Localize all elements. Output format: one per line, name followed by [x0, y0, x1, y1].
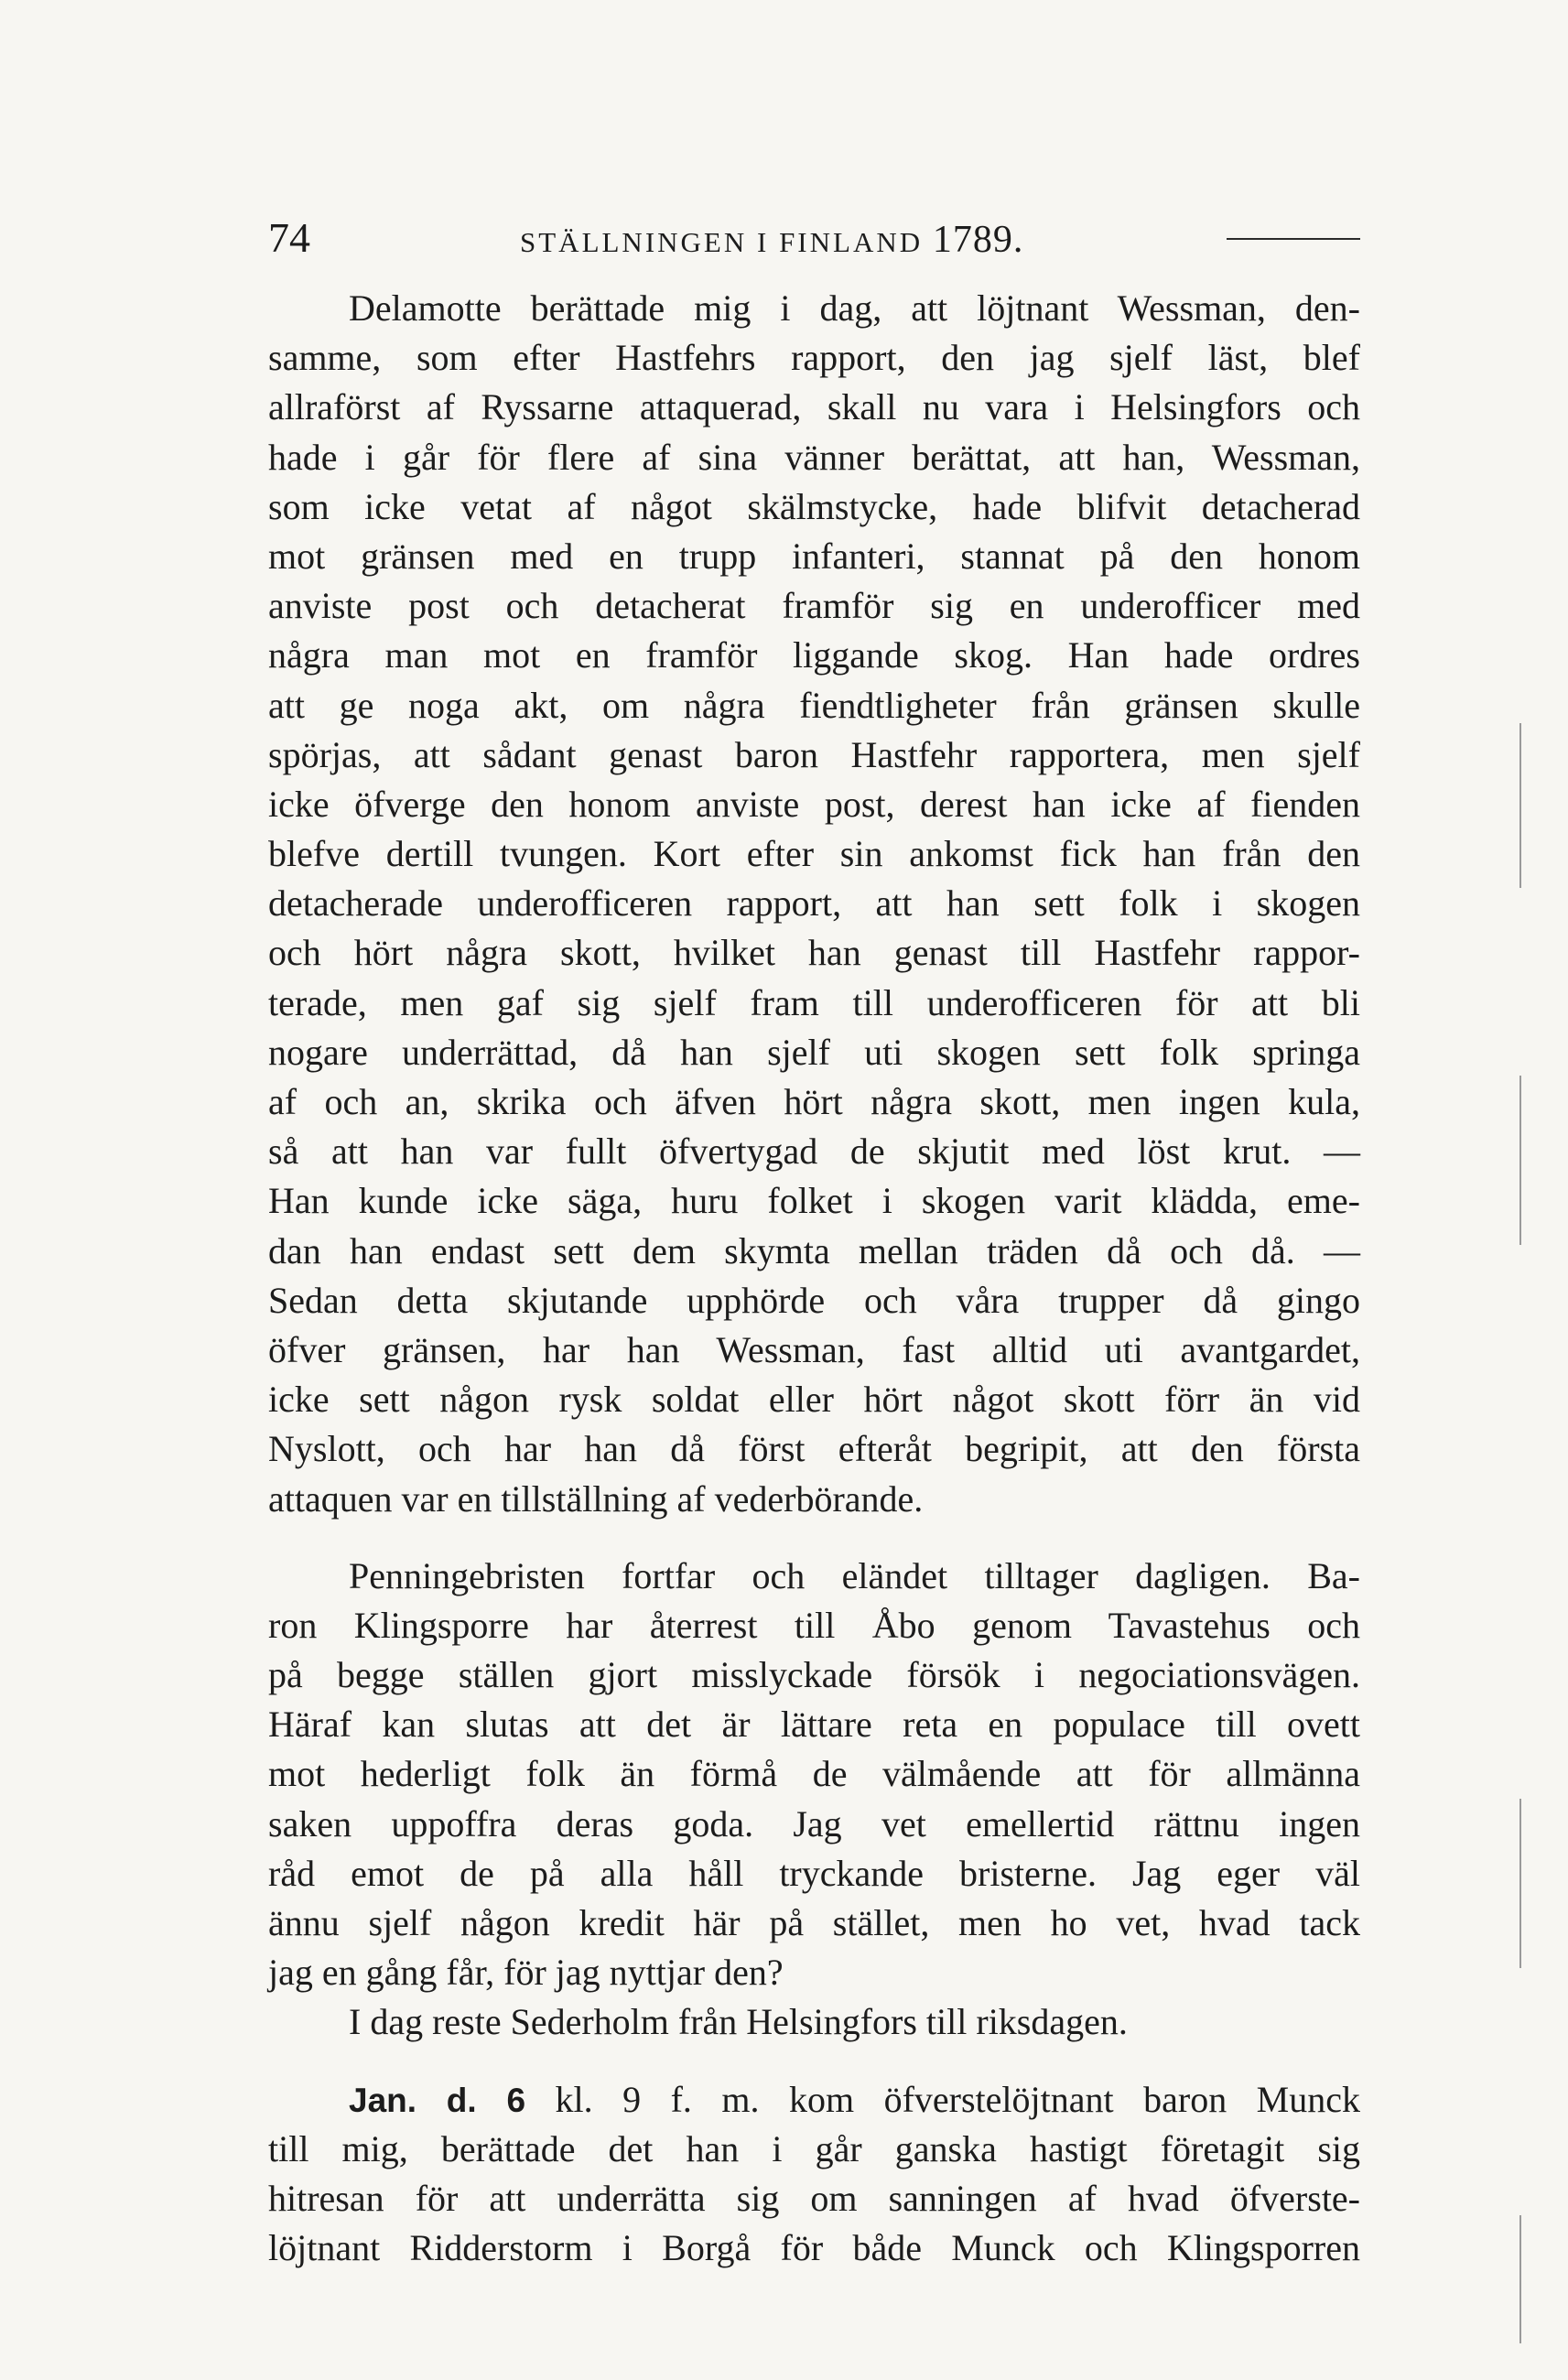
margin-mark [1519, 1076, 1521, 1245]
margin-mark [1519, 1799, 1521, 1968]
header-title [520, 220, 1023, 263]
text-line: råd emot de på alla håll tryckande bristerne. Jag eger väl [268, 1852, 1360, 1894]
text-line: samme, som efter Hastfehrs rapport, den jag sjelf läst, blef [268, 337, 1360, 379]
text-line: jag en gång får, för jag nyttjar den? [268, 1952, 784, 1994]
text-line: icke öfverge den honom anviste post, derest han icke af fienden [268, 783, 1360, 825]
text-line: några man mot en framför liggande skog. Han hade ordres [268, 634, 1360, 676]
date-label: Jan. d. 6 [349, 2081, 526, 2119]
text-line: Nyslott, och har han då först efteråt begripit, att den första [268, 1428, 1360, 1470]
page-number: 74 [268, 214, 310, 261]
body-text [268, 284, 1360, 2273]
text-line: terade, men gaf sig sjelf fram till underofficeren för att bli [268, 981, 1360, 1023]
text-line: af och an, skrika och äfven hört några skott, men ingen kula, [268, 1081, 1360, 1122]
paragraph-4 [268, 2075, 1360, 2274]
text-line: Delamotte berättade mig i dag, att löjtnant Wessman, den- [349, 287, 1360, 329]
text-line: allraförst af Ryssarne attaquerad, skall nu vara i Helsingfors och [268, 386, 1360, 428]
text-line: spörjas, att sådant genast baron Hastfehr rapportera, men sjelf [268, 733, 1360, 775]
text-line: öfver gränsen, har han Wessman, fast alltid uti avantgardet, [268, 1328, 1360, 1370]
text-line [268, 2075, 1360, 2125]
text-line: till mig, berättade det han i går ganska hastigt företagit sig [268, 2127, 1360, 2169]
text-line: som icke vetat af något skälmstycke, hade blifvit detacherad [268, 485, 1360, 527]
text-line: saken uppoffra deras goda. Jag vet emellertid rättnu ingen [268, 1802, 1360, 1844]
text-line: detacherade underofficeren rapport, att han sett folk i skogen [268, 882, 1360, 925]
running-head [268, 212, 1360, 267]
text-line: nogare underrättad, då han sjelf uti skogen sett folk springa [268, 1031, 1360, 1073]
text-line: hade i går för flere af sina vänner berättat, att han, Wessman, [268, 436, 1360, 478]
paragraph-gap [268, 1524, 1360, 1552]
margin-mark [1519, 2215, 1521, 2343]
text-line: på begge ställen gjort misslyckade försök i negociationsvägen. [268, 1654, 1360, 1696]
text-line: blefve dertill tvungen. Kort efter sin ankomst fick han från den [268, 833, 1360, 875]
text-line: Penningebristen fortfar och eländet tilltager dagligen. Ba- [349, 1554, 1360, 1596]
text-line: dan han endast sett dem skymta mellan träden då och då. — [268, 1229, 1360, 1271]
text-line: mot gränsen med en trupp infanteri, stannat på den honom [268, 535, 1360, 577]
paragraph-3 [268, 1997, 1360, 2047]
text-line: attaquen var en tillställning af vederbörande. [268, 1477, 924, 1520]
text-line: Sedan detta skjutande upphörde och våra trupper då gingo [268, 1279, 1360, 1321]
paragraph-2 [268, 1552, 1360, 1998]
paragraph-gap [268, 2048, 1360, 2075]
text-line: ron Klingsporre har återrest till Åbo genom Tavastehus och [268, 1604, 1360, 1646]
header-year: 1789. [932, 219, 1024, 261]
text-line: löjtnant Ridderstorm i Borgå för både Munck och Klingsporren [268, 2227, 1360, 2269]
text-line: icke sett någon rysk soldat eller hört något skott förr än vid [268, 1379, 1360, 1421]
text-line: hitresan för att underrätta sig om sanningen af hvad öfverste- [268, 2177, 1360, 2219]
header-title-text: STÄLLNINGEN I FINLAND [520, 226, 924, 258]
text-line: I dag reste Sederholm från Helsingfors till riksdagen. [349, 2001, 1128, 2043]
paragraph-1 [268, 284, 1360, 1524]
text-line: ännu sjelf någon kredit här på stället, men ho vet, hvad tack [268, 1902, 1360, 1943]
text-line: Häraf kan slutas att det är lättare reta en populace till ovett [268, 1704, 1360, 1746]
margin-mark [1519, 723, 1521, 888]
date-line-text: kl. 9 f. m. kom öfverstelöjtnant baron Munck [525, 2078, 1360, 2120]
text-line: anviste post och detacherat framför sig en underofficer med [268, 585, 1360, 627]
header-rule [1227, 238, 1360, 240]
text-line: Han kunde icke säga, huru folket i skogen varit klädda, eme- [268, 1180, 1360, 1222]
text-line: så att han var fullt öfvertygad de skjutit med löst krut. — [268, 1130, 1360, 1173]
text-line: mot hederligt folk än förmå de välmående att för allmänna [268, 1753, 1360, 1795]
text-line: och hört några skott, hvilket han genast till Hastfehr rappor- [268, 932, 1360, 974]
text-line: att ge noga akt, om några fiendtligheter från gränsen skulle [268, 684, 1360, 726]
